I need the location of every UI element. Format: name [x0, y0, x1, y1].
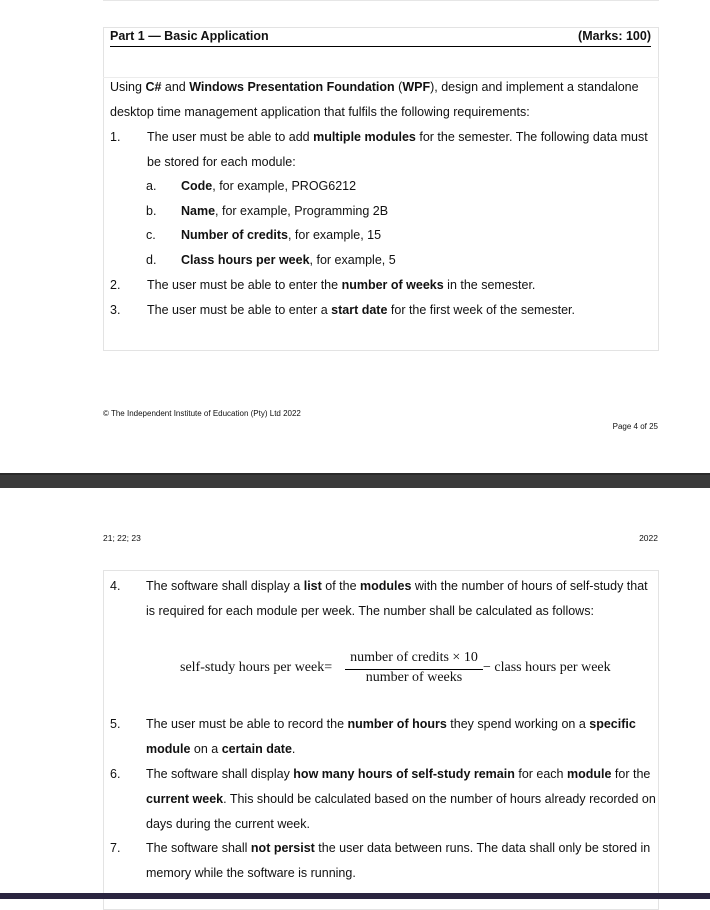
- text-run: The user must be able to enter a: [147, 303, 332, 317]
- item-number: 3.: [110, 303, 121, 317]
- module-field-item: [146, 228, 381, 242]
- bold-text: list: [303, 579, 322, 593]
- item-number: 2.: [110, 278, 121, 292]
- item-number: 5.: [110, 717, 121, 731]
- module-field-item: [146, 179, 356, 193]
- item-text-line-2: be stored for each module:: [147, 155, 296, 169]
- item-number: 6.: [110, 767, 121, 781]
- text-run: for the: [611, 767, 651, 781]
- text-run: with the number of hours of self-study that: [411, 579, 648, 593]
- bold-text: current week: [146, 792, 224, 806]
- bold-text: number of weeks: [341, 278, 444, 292]
- page-break-edge: [0, 473, 710, 475]
- field-example: , for example, Programming 2B: [215, 203, 389, 218]
- field-example: , for example, 5: [309, 253, 396, 268]
- formula-numerator: number of credits × 10: [350, 650, 478, 665]
- item-letter: b.: [146, 203, 157, 218]
- bold-text: multiple modules: [313, 130, 416, 144]
- text-run: for each: [514, 767, 567, 781]
- requirement-3: [110, 297, 658, 322]
- item-letter: c.: [146, 228, 156, 243]
- requirement-5: [110, 711, 658, 761]
- text-run: .: [291, 742, 296, 756]
- text-run: The user must be able to add: [147, 130, 314, 144]
- bold-text: module: [146, 742, 191, 756]
- field-name: Class hours per week: [181, 253, 310, 268]
- item-text-line-2: [146, 742, 295, 756]
- requirement-2: [110, 272, 658, 297]
- requirement-6: [110, 761, 658, 836]
- item-text-line-2: is required for each module per week. The number shall be calculated as follows:: [146, 604, 594, 618]
- bold-text: module: [567, 767, 612, 781]
- page-header-year: 2022: [639, 533, 658, 543]
- item-letter: a.: [146, 179, 157, 193]
- text-run: The software shall: [146, 841, 251, 855]
- text-run: for the first week of the semester.: [387, 303, 576, 317]
- text-run: The user must be able to enter the: [147, 278, 342, 292]
- formula-lhs: self-study hours per week=: [180, 660, 333, 675]
- item-text-line-2: memory while the software is running.: [146, 866, 356, 880]
- item-number: 1.: [110, 130, 121, 144]
- page-header-codes: 21; 22; 23: [103, 533, 141, 543]
- module-field-item: [146, 204, 388, 218]
- requirement-1: [110, 124, 658, 174]
- bold-text: specific: [589, 717, 636, 731]
- text-run: . This should be calculated based on the number of hours already recorded on: [223, 792, 656, 806]
- bold-text: number of hours: [347, 717, 447, 731]
- item-text-line-2: [146, 792, 656, 806]
- text-run: the user data between runs. The data shall only be stored in: [314, 841, 651, 855]
- page-top-border: [103, 0, 659, 1]
- text-run: of the: [321, 579, 361, 593]
- marks-label: (Marks: 100): [578, 29, 651, 43]
- item-letter: d.: [146, 253, 157, 268]
- text-run: The user must be able to record the: [146, 717, 348, 731]
- item-number: 4.: [110, 579, 121, 593]
- text-run: on a: [190, 742, 222, 756]
- item-text: [147, 303, 575, 317]
- page-number: Page 4 of 25: [612, 422, 658, 431]
- bold-text: WPF: [402, 80, 431, 94]
- bold-text: start date: [331, 303, 388, 317]
- viewer-bottom-bar: [0, 893, 710, 899]
- field-name: Code: [181, 179, 213, 193]
- module-fields-list: [146, 173, 546, 273]
- requirement-7: [110, 835, 658, 885]
- bold-text: C#: [145, 80, 162, 94]
- text-run: Using: [110, 80, 146, 94]
- item-text-line-1: [146, 841, 650, 855]
- text-run: they spend working on a: [446, 717, 590, 731]
- formula-rhs: − class hours per week: [483, 660, 611, 675]
- text-run: for the semester. The following data must: [415, 130, 648, 144]
- bold-text: how many hours of self-study remain: [293, 767, 515, 781]
- field-example: , for example, PROG6212: [212, 179, 357, 193]
- requirement-4: [110, 573, 658, 623]
- item-text-line-1: [147, 130, 648, 144]
- bold-text: not persist: [250, 841, 315, 855]
- intro-paragraph: [110, 75, 658, 124]
- module-field-item: [146, 253, 396, 267]
- copyright-footer: © The Independent Institute of Education (Pty) Ltd 2022: [103, 409, 301, 418]
- text-run: and: [161, 80, 190, 94]
- field-name: Name: [181, 203, 216, 218]
- part-header: [110, 28, 651, 47]
- item-text-line-1: [146, 717, 636, 731]
- field-example: , for example, 15: [287, 228, 382, 243]
- item-text: [147, 278, 535, 292]
- text-run: in the semester.: [443, 278, 536, 292]
- item-number: 7.: [110, 841, 121, 855]
- item-text-line-1: [146, 767, 650, 781]
- bold-text: modules: [360, 579, 412, 593]
- item-text-line-1: [146, 579, 648, 593]
- page-break-bar: [0, 474, 710, 488]
- field-name: Number of credits: [181, 228, 288, 243]
- text-run: The software shall display: [146, 767, 294, 781]
- intro-line-2: desktop time management application that fulfils the following requirements:: [110, 104, 530, 119]
- formula-denominator: number of weeks: [365, 670, 463, 685]
- intro-line-1: [110, 75, 658, 100]
- text-run: ), design and implement a standalone: [430, 80, 639, 94]
- bold-text: certain date: [221, 742, 292, 756]
- text-run: The software shall display a: [146, 579, 304, 593]
- part-title: Part 1 — Basic Application: [110, 29, 269, 43]
- item-text-line-3: days during the current week.: [146, 817, 310, 831]
- text-run: (: [394, 80, 403, 94]
- bold-text: Windows Presentation Foundation: [189, 80, 395, 94]
